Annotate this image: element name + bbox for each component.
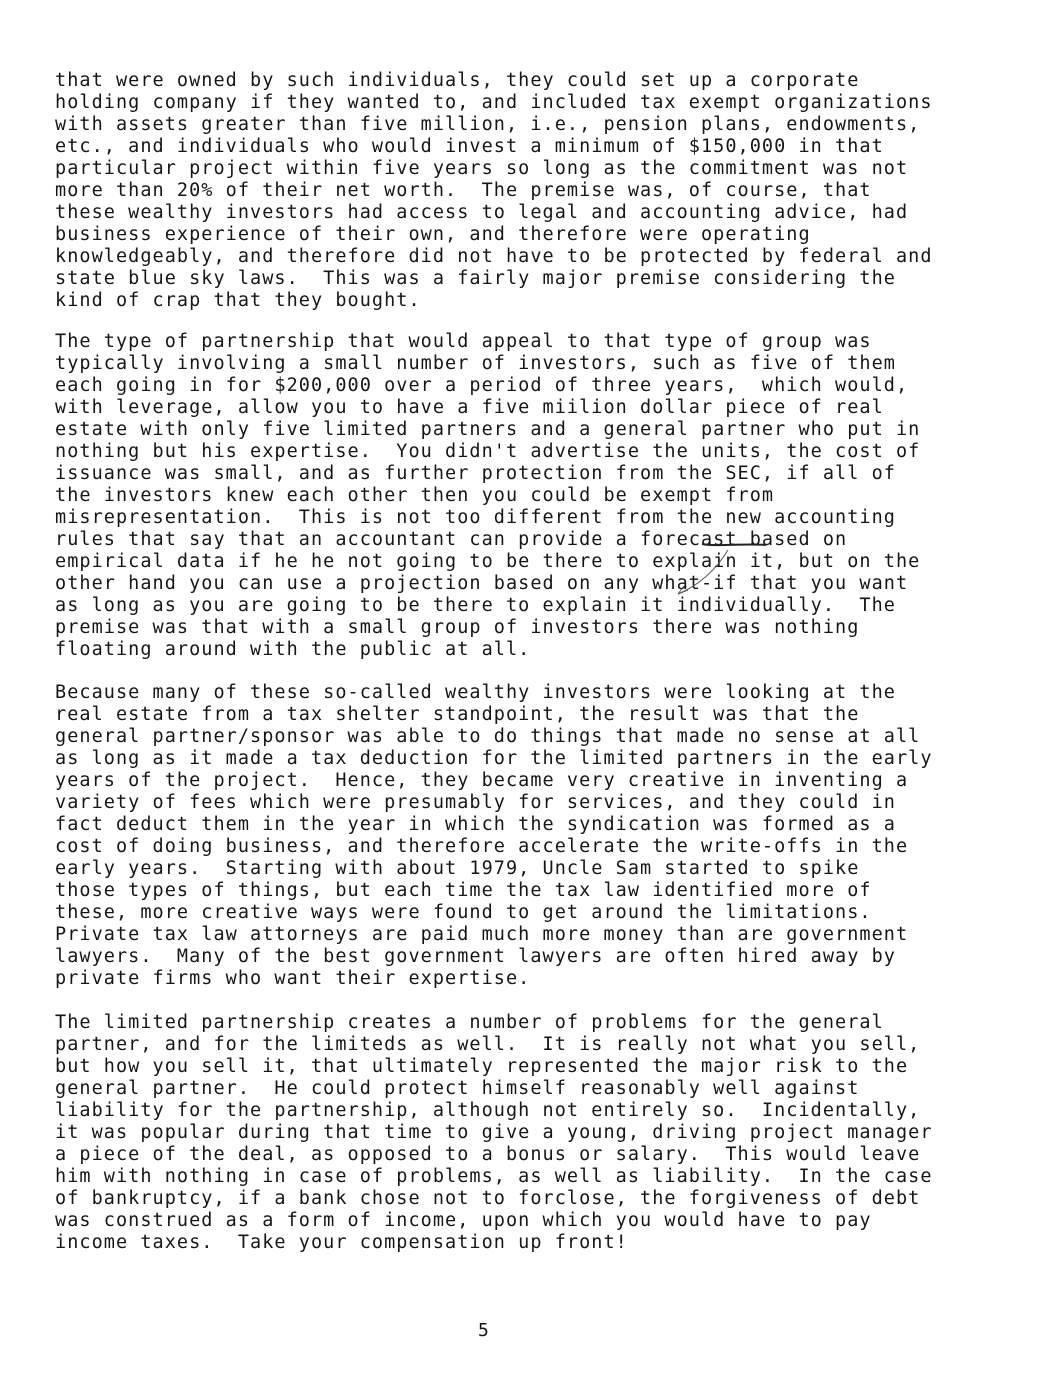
text-line: with assets greater than five million, i.e., pension plans, endowments, (55, 114, 921, 135)
text-line: particular project within five years so long as the commitment was not (55, 158, 909, 179)
text-line: income taxes. Take your compensation up front! (55, 1232, 628, 1253)
text-line: lawyers. Many of the best government lawyers are often hired away by (55, 946, 896, 967)
page-number: 5 (478, 1320, 489, 1341)
text-line: The type of partnership that would appeal to that type of group was (55, 331, 872, 352)
text-line: knowledgeably, and therefore did not have to be protected by federal and (55, 246, 933, 267)
text-line: typically involving a small number of investors, such as five of them (55, 353, 896, 374)
text-line: empirical data if he he not going to be there to explain it, but on the (55, 551, 921, 572)
text-line: misrepresentation. This is not too different from the new accounting (55, 507, 896, 528)
text-line: The limited partnership creates a number of problems for the general (55, 1012, 884, 1033)
text-line: issuance was small, and as further protection from the SEC, if all of (55, 463, 896, 484)
text-line: a piece of the deal, as opposed to a bonus or salary. This would leave (55, 1144, 921, 1165)
text-line: real estate from a tax shelter standpoint, the result was that the (55, 704, 860, 725)
text-line: rules that say that an accountant can provide a forecast based on (55, 529, 848, 550)
text-line: those types of things, but each time the tax law identified more of (55, 880, 872, 901)
text-line: premise was that with a small group of investors there was nothing (55, 617, 860, 638)
paragraph-3 (55, 682, 1015, 990)
text-line: it was popular during that time to give a young, driving project manager (55, 1122, 933, 1143)
text-line: that were owned by such individuals, they could set up a corporate (55, 70, 860, 91)
text-line: estate with only five limited partners and a general partner who put in (55, 419, 921, 440)
text-line: of bankruptcy, if a bank chose not to forclose, the forgiveness of debt (55, 1188, 921, 1209)
text-line: kind of crap that they bought. (55, 290, 421, 311)
text-line: these, more creative ways were found to get around the limitations. (55, 902, 872, 923)
text-line: cost of doing business, and therefore accelerate the write-offs in the (55, 836, 909, 857)
text-line: private firms who want their expertise. (55, 968, 531, 989)
text-line: as long as you are going to be there to explain it individually. The (55, 595, 896, 616)
text-line: was construed as a form of income, upon which you would have to pay (55, 1210, 872, 1231)
text-line: but how you sell it, that ultimately represented the major risk to the (55, 1056, 909, 1077)
paragraph-4 (55, 1012, 1015, 1254)
text-line: him with nothing in case of problems, as well as liability. In the case (55, 1166, 933, 1187)
paragraph-2 (55, 331, 1015, 661)
text-line: variety of fees which were presumably for services, and they could in (55, 792, 896, 813)
text-line: etc., and individuals who would invest a minimum of $150,000 in that (55, 136, 884, 157)
text-line: holding company if they wanted to, and included tax exempt organizations (55, 92, 933, 113)
text-line: state blue sky laws. This was a fairly major premise considering the (55, 268, 896, 289)
text-line: Because many of these so-called wealthy investors were looking at the (55, 682, 896, 703)
text-line: liability for the partnership, although not entirely so. Incidentally, (55, 1100, 921, 1121)
text-line: the investors knew each other then you could be exempt from (55, 485, 775, 506)
text-line: each going in for $200,000 over a period of three years, which would, (55, 375, 909, 396)
text-line: with leverage, allow you to have a five miilion dollar piece of real (55, 397, 884, 418)
text-line: floating around with the public at all. (55, 639, 531, 660)
paragraph-1 (55, 70, 1015, 312)
text-line: other hand you can use a projection based on any what-if that you want (55, 573, 909, 594)
text-line: general partner. He could protect himself reasonably well against (55, 1078, 860, 1099)
text-line: more than 20% of their net worth. The premise was, of course, that (55, 180, 872, 201)
text-line: these wealthy investors had access to legal and accounting advice, had (55, 202, 909, 223)
text-line: partner, and for the limiteds as well. It is really not what you sell, (55, 1034, 921, 1055)
text-line: fact deduct them in the year in which the syndication was formed as a (55, 814, 896, 835)
text-line: as long as it made a tax deduction for the limited partners in the early (55, 748, 933, 769)
text-line: business experience of their own, and therefore were operating (55, 224, 811, 245)
text-line: Private tax law attorneys are paid much more money than are government (55, 924, 909, 945)
text-line: years of the project. Hence, they became very creative in inventing a (55, 770, 909, 791)
text-line: early years. Starting with about 1979, Uncle Sam started to spike (55, 858, 860, 879)
text-line: general partner/sponsor was able to do things that made no sense at all (55, 726, 921, 747)
text-line: nothing but his expertise. You didn't advertise the units, the cost of (55, 441, 921, 462)
